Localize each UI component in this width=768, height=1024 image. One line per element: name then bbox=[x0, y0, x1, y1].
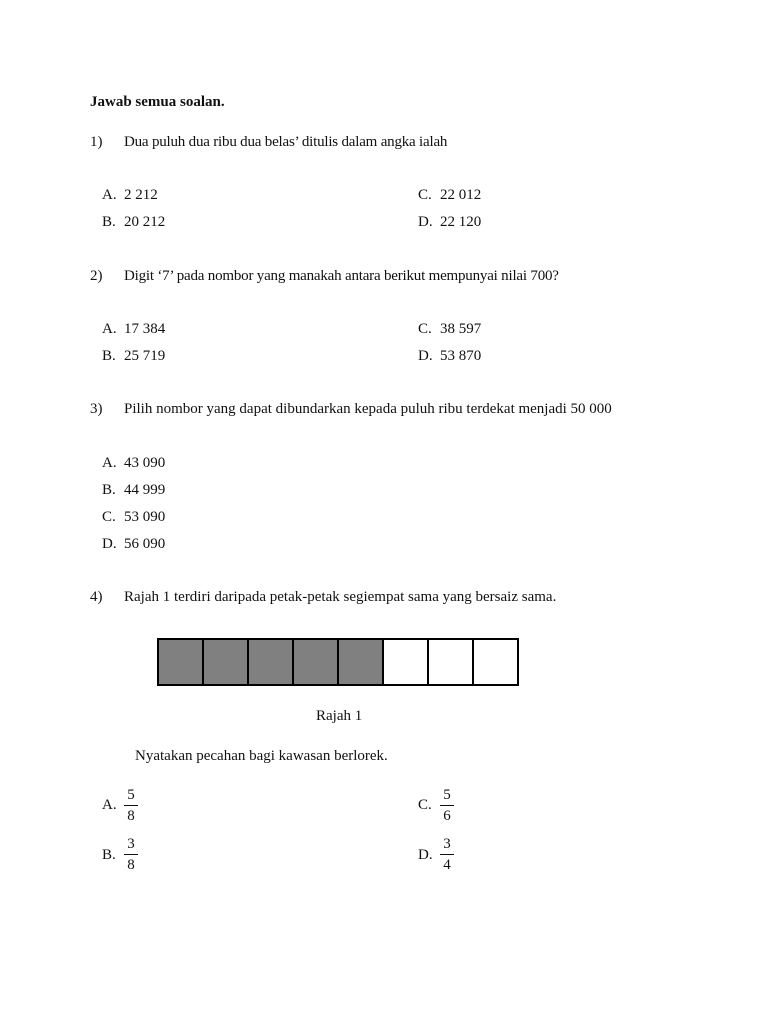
unshaded-square bbox=[429, 640, 474, 684]
option-value: 53 870 bbox=[440, 348, 482, 364]
q1-option-b[interactable] bbox=[102, 213, 165, 231]
option-letter: A. bbox=[102, 455, 117, 471]
q2-number: 2) bbox=[90, 268, 103, 284]
q1-option-d[interactable] bbox=[418, 213, 481, 231]
q3-option-d[interactable] bbox=[102, 535, 165, 553]
option-letter: B. bbox=[102, 482, 116, 498]
q2-option-b[interactable] bbox=[102, 347, 165, 365]
q3-number: 3) bbox=[90, 401, 103, 417]
option-letter: D. bbox=[418, 214, 433, 230]
fraction bbox=[440, 836, 454, 873]
q2-option-c[interactable] bbox=[418, 320, 481, 338]
fraction-denominator: 8 bbox=[127, 857, 135, 873]
q2-option-d[interactable] bbox=[418, 347, 481, 365]
q3-text: Pilih nombor yang dapat dibundarkan kepada puluh ribu terdekat menjadi 50 000 bbox=[124, 401, 612, 417]
option-letter: C. bbox=[102, 509, 116, 525]
option-value: 56 090 bbox=[124, 536, 166, 552]
fraction-numerator: 3 bbox=[127, 836, 135, 852]
q4-prompt: Nyatakan pecahan bagi kawasan berlorek. bbox=[135, 748, 388, 764]
option-letter: A. bbox=[102, 797, 117, 813]
option-value: 25 719 bbox=[124, 348, 166, 364]
option-value: 53 090 bbox=[124, 509, 166, 525]
q1-option-a[interactable] bbox=[102, 186, 158, 204]
q1-number: 1) bbox=[90, 134, 103, 150]
fraction-denominator: 8 bbox=[127, 808, 135, 824]
fraction bbox=[440, 787, 454, 824]
option-letter: D. bbox=[418, 348, 433, 364]
option-value: 44 999 bbox=[124, 482, 166, 498]
q3-option-b[interactable] bbox=[102, 481, 165, 499]
option-letter: A. bbox=[102, 321, 117, 337]
fraction-bar bbox=[440, 805, 454, 806]
unshaded-square bbox=[384, 640, 429, 684]
option-letter: B. bbox=[102, 348, 116, 364]
option-value: 43 090 bbox=[124, 455, 166, 471]
option-letter: B. bbox=[102, 214, 116, 230]
option-value: 2 212 bbox=[124, 187, 158, 203]
fraction-numerator: 5 bbox=[127, 787, 135, 803]
fraction-bar bbox=[124, 854, 138, 855]
q4-text: Rajah 1 terdiri daripada petak-petak segiempat sama yang bersaiz sama. bbox=[124, 589, 557, 605]
option-value: 22 120 bbox=[440, 214, 482, 230]
option-letter: C. bbox=[418, 321, 432, 337]
shaded-square bbox=[249, 640, 294, 684]
fraction-numerator: 3 bbox=[443, 836, 451, 852]
q3-option-c[interactable] bbox=[102, 508, 165, 526]
fraction-denominator: 4 bbox=[443, 857, 451, 873]
option-letter: A. bbox=[102, 187, 117, 203]
fraction-bar bbox=[440, 854, 454, 855]
option-letter: C. bbox=[418, 797, 432, 813]
option-value: 38 597 bbox=[440, 321, 482, 337]
shaded-square bbox=[204, 640, 249, 684]
option-letter: D. bbox=[418, 847, 433, 863]
q1-option-c[interactable] bbox=[418, 186, 481, 204]
option-value: 20 212 bbox=[124, 214, 166, 230]
rajah-1-figure bbox=[157, 638, 519, 686]
fraction-denominator: 6 bbox=[443, 808, 451, 824]
fraction-numerator: 5 bbox=[443, 787, 451, 803]
fraction bbox=[124, 836, 138, 873]
q3-option-a[interactable] bbox=[102, 454, 165, 472]
unshaded-square bbox=[474, 640, 517, 684]
q4-number: 4) bbox=[90, 589, 103, 605]
option-value: 17 384 bbox=[124, 321, 166, 337]
option-letter: D. bbox=[102, 536, 117, 552]
q2-option-a[interactable] bbox=[102, 320, 165, 338]
shaded-square bbox=[339, 640, 384, 684]
q2-text: Digit ‘7’ pada nombor yang manakah antara berikut mempunyai nilai 700? bbox=[124, 268, 559, 284]
fraction-bar bbox=[124, 805, 138, 806]
fraction bbox=[124, 787, 138, 824]
q1-text: Dua puluh dua ribu dua belas’ ditulis dalam angka ialah bbox=[124, 134, 448, 150]
option-value: 22 012 bbox=[440, 187, 482, 203]
shaded-square bbox=[294, 640, 339, 684]
option-letter: B. bbox=[102, 847, 116, 863]
option-letter: C. bbox=[418, 187, 432, 203]
shaded-square bbox=[159, 640, 204, 684]
instruction-heading: Jawab semua soalan. bbox=[90, 94, 225, 110]
figure-caption: Rajah 1 bbox=[316, 708, 363, 724]
